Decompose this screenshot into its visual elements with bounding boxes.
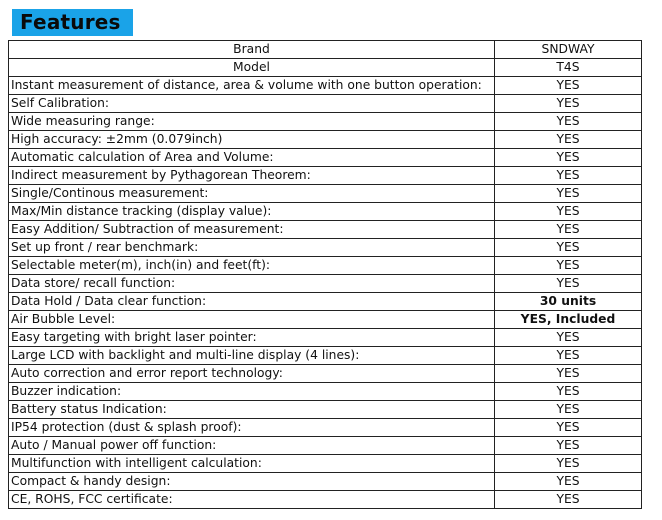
table-row (9, 95, 642, 113)
feature-label: Set up front / rear benchmark: (9, 239, 495, 257)
feature-label: Wide measuring range: (9, 113, 495, 131)
feature-label: Max/Min distance tracking (display value): (9, 203, 495, 221)
feature-value: YES (495, 221, 642, 239)
feature-label: Instant measurement of distance, area & volume with one button operation: (9, 77, 495, 95)
table-row (9, 419, 642, 437)
feature-value: YES (495, 185, 642, 203)
table-row (9, 185, 642, 203)
table-row (9, 257, 642, 275)
feature-value: YES (495, 95, 642, 113)
table-row (9, 131, 642, 149)
feature-label: IP54 protection (dust & splash proof): (9, 419, 495, 437)
feature-label: Data Hold / Data clear function: (9, 293, 495, 311)
table-row (9, 329, 642, 347)
feature-label: Multifunction with intelligent calculation: (9, 455, 495, 473)
brand-row (9, 41, 642, 59)
feature-label: Air Bubble Level: (9, 311, 495, 329)
table-row (9, 167, 642, 185)
table-row (9, 221, 642, 239)
table-row (9, 401, 642, 419)
model-row (9, 59, 642, 77)
feature-label: Indirect measurement by Pythagorean Theorem: (9, 167, 495, 185)
table-row (9, 77, 642, 95)
feature-value: 30 units (495, 293, 642, 311)
feature-label: Data store/ recall function: (9, 275, 495, 293)
table-row (9, 293, 642, 311)
feature-label: Large LCD with backlight and multi-line display (4 lines): (9, 347, 495, 365)
feature-value: YES (495, 491, 642, 509)
feature-value: YES (495, 131, 642, 149)
feature-value: YES (495, 239, 642, 257)
brand-label: Brand (9, 41, 495, 59)
feature-label: CE, ROHS, FCC certificate: (9, 491, 495, 509)
feature-label: Easy Addition/ Subtraction of measurement: (9, 221, 495, 239)
feature-label: Easy targeting with bright laser pointer: (9, 329, 495, 347)
feature-label: Single/Continous measurement: (9, 185, 495, 203)
table-row (9, 203, 642, 221)
feature-value: YES (495, 473, 642, 491)
features-title-banner (12, 9, 133, 36)
feature-label: Selectable meter(m), inch(in) and feet(ft): (9, 257, 495, 275)
feature-value: YES (495, 365, 642, 383)
table-row (9, 311, 642, 329)
feature-value: YES (495, 257, 642, 275)
feature-label: Self Calibration: (9, 95, 495, 113)
feature-value: YES (495, 77, 642, 95)
table-row (9, 347, 642, 365)
feature-label: High accuracy: ±2mm (0.079inch) (9, 131, 495, 149)
feature-label: Battery status Indication: (9, 401, 495, 419)
feature-value: YES (495, 329, 642, 347)
page-title: Features (20, 10, 121, 34)
feature-label: Compact & handy design: (9, 473, 495, 491)
table-row (9, 365, 642, 383)
table-row (9, 491, 642, 509)
feature-label: Auto correction and error report technology: (9, 365, 495, 383)
feature-value: YES (495, 437, 642, 455)
feature-label: Buzzer indication: (9, 383, 495, 401)
feature-value: YES (495, 113, 642, 131)
table-row (9, 437, 642, 455)
feature-value: YES (495, 455, 642, 473)
features-table (8, 40, 642, 509)
table-row (9, 113, 642, 131)
table-row (9, 455, 642, 473)
feature-value: YES (495, 167, 642, 185)
feature-value: YES (495, 383, 642, 401)
model-label: Model (9, 59, 495, 77)
feature-value: YES (495, 149, 642, 167)
table-row (9, 149, 642, 167)
feature-value: YES (495, 275, 642, 293)
model-value: T4S (495, 59, 642, 77)
brand-value: SNDWAY (495, 41, 642, 59)
table-row (9, 383, 642, 401)
table-row (9, 473, 642, 491)
feature-value: YES, Included (495, 311, 642, 329)
table-row (9, 239, 642, 257)
feature-value: YES (495, 401, 642, 419)
feature-value: YES (495, 203, 642, 221)
table-row (9, 275, 642, 293)
feature-value: YES (495, 347, 642, 365)
feature-label: Auto / Manual power off function: (9, 437, 495, 455)
feature-label: Automatic calculation of Area and Volume: (9, 149, 495, 167)
feature-value: YES (495, 419, 642, 437)
